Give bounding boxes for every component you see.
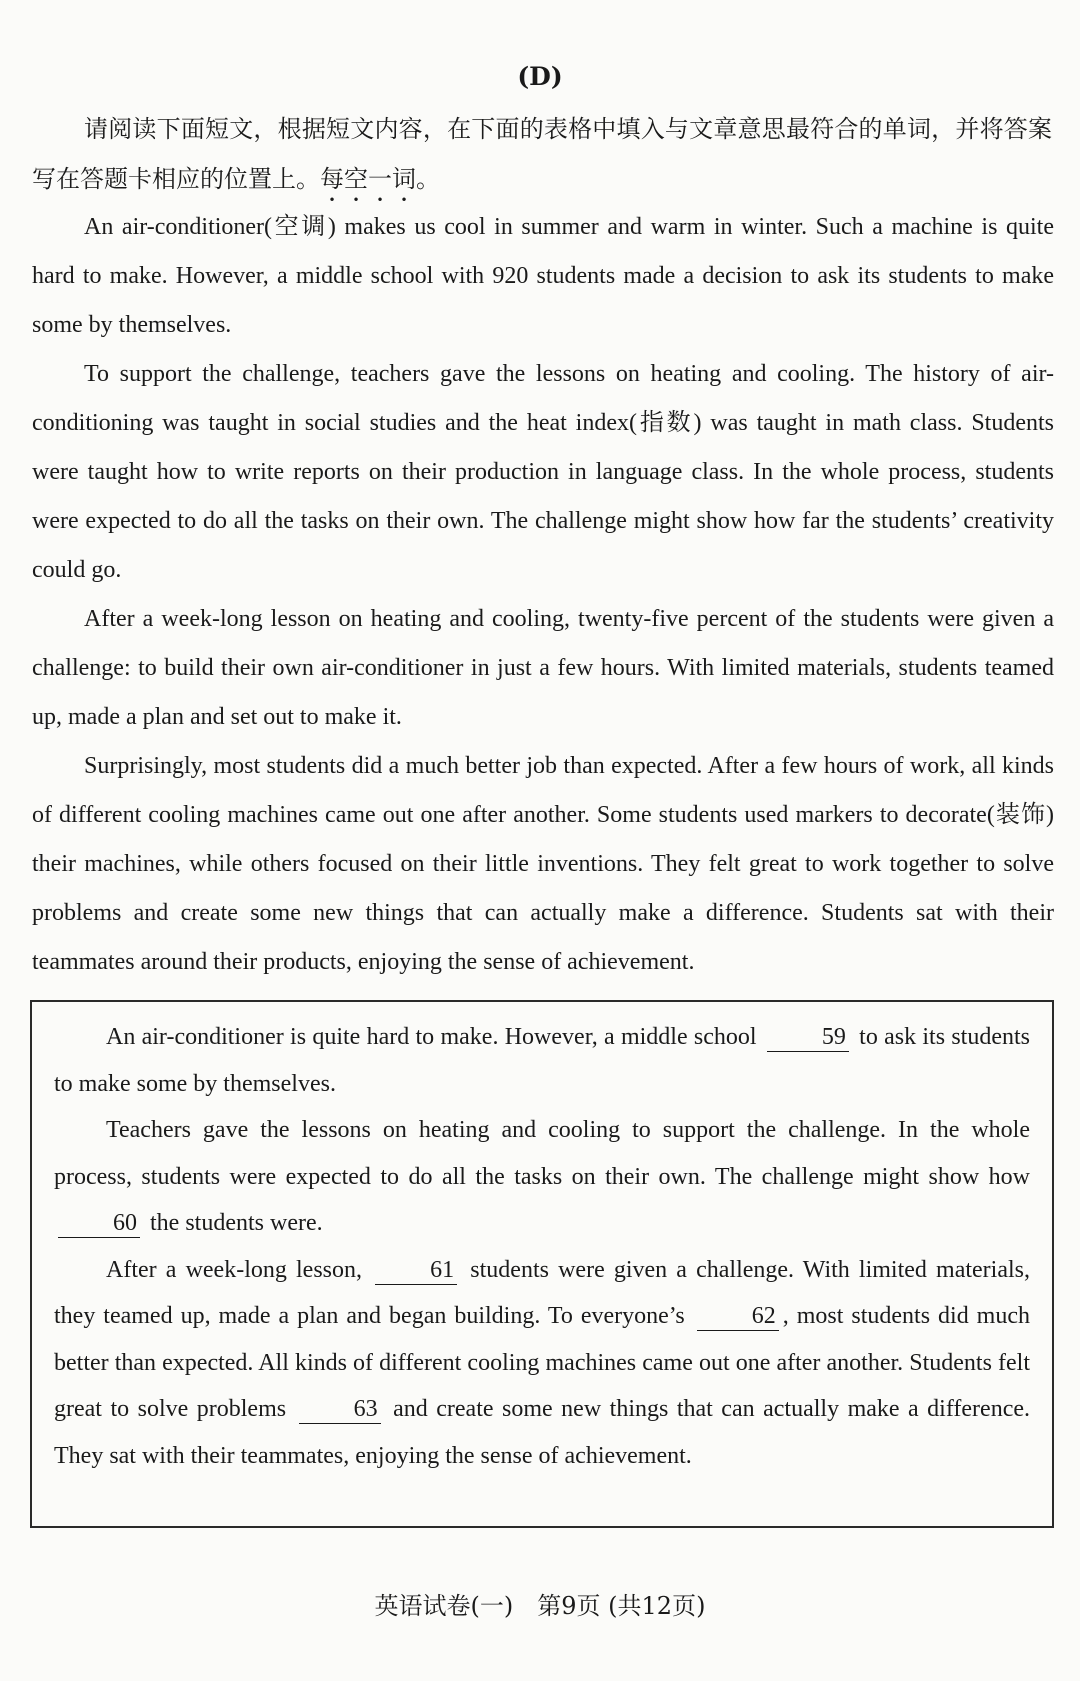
passage-paragraph-4: Surprisingly, most students did a much better job than expected. After a few hours of work, all kinds of different cooling machines came out one after another. Some students used markers to decorate(装饰) their machines, while others focused on their little inventions. They felt great to work together to solve problems and create some new things that can actually make a difference. Students sat with their teammates around their products, enjoying the sense of achievement. [32, 753, 1054, 975]
summary-text: , most students did much better than expected. All kinds of different cooling machines came out one after another. Students felt great to solve problems [54, 1303, 1030, 1422]
summary-paragraph-3 [54, 1247, 1030, 1480]
instruction-text: 请阅读下面短文，根据短文内容，在下面的表格中填入与文章意思最符合的单词，并将答案写在答题卡相应的位置上。 [32, 115, 1052, 193]
blank-61[interactable]: 61 [375, 1256, 457, 1285]
instruction-emphasis: 每空一词 [320, 165, 416, 193]
reading-passage [32, 203, 1054, 987]
summary-text: and create some new things that can actually make a difference. They sat with their teammates, enjoying the sense of achievement. [54, 1396, 1030, 1469]
summary-text: to ask its students to make some by themselves. [54, 1024, 1031, 1097]
blank-60[interactable]: 60 [58, 1209, 140, 1238]
summary-text: students were given a challenge. With limited materials, they teamed up, made a plan and began building. To everyone’s [54, 1256, 1030, 1329]
summary-paragraph-2 [54, 1107, 1030, 1247]
summary-text: the students were. [150, 1210, 323, 1236]
summary-box [30, 1000, 1054, 1528]
blank-59[interactable]: 59 [767, 1023, 849, 1052]
blank-62[interactable]: 62 [697, 1302, 779, 1331]
summary-text: An air-conditioner is quite hard to make. However, a middle school [106, 1024, 757, 1050]
summary-text: After a week-long lesson, [106, 1256, 362, 1283]
summary-paragraph-1 [54, 1014, 1030, 1107]
blank-63[interactable]: 63 [299, 1395, 381, 1424]
passage-paragraph-1: An air-conditioner(空调) makes us cool in summer and warm in winter. Such a machine is quite hard to make. However, a middle school with 920 students made a decision to ask its students to make some by themselves. [32, 214, 1054, 338]
passage-paragraph-2: To support the challenge, teachers gave the lessons on heating and cooling. The history of air-conditioning was taught in social studies and the heat index(指数) was taught in math class. Students were taught how to write reports on their production in language class. In the whole process, students were expected to do all the tasks on their own. The challenge might show how far the students’ creativity could go. [32, 361, 1054, 583]
instruction-end: 。 [416, 165, 440, 193]
instructions [32, 104, 1052, 207]
page-footer: 英语试卷(一) 第9页 (共12页) [374, 1592, 706, 1620]
summary-text: Teachers gave the lessons on heating and cooling to support the challenge. In the whole process, students were expected to do all the tasks on their own. The challenge might show how [54, 1117, 1030, 1190]
section-label: (D) [517, 62, 563, 91]
passage-paragraph-3: After a week-long lesson on heating and cooling, twenty-five percent of the students were given a challenge: to build their own air-conditioner in just a few hours. With limited materials, students teamed up, made a plan and set out to make it. [32, 606, 1054, 730]
